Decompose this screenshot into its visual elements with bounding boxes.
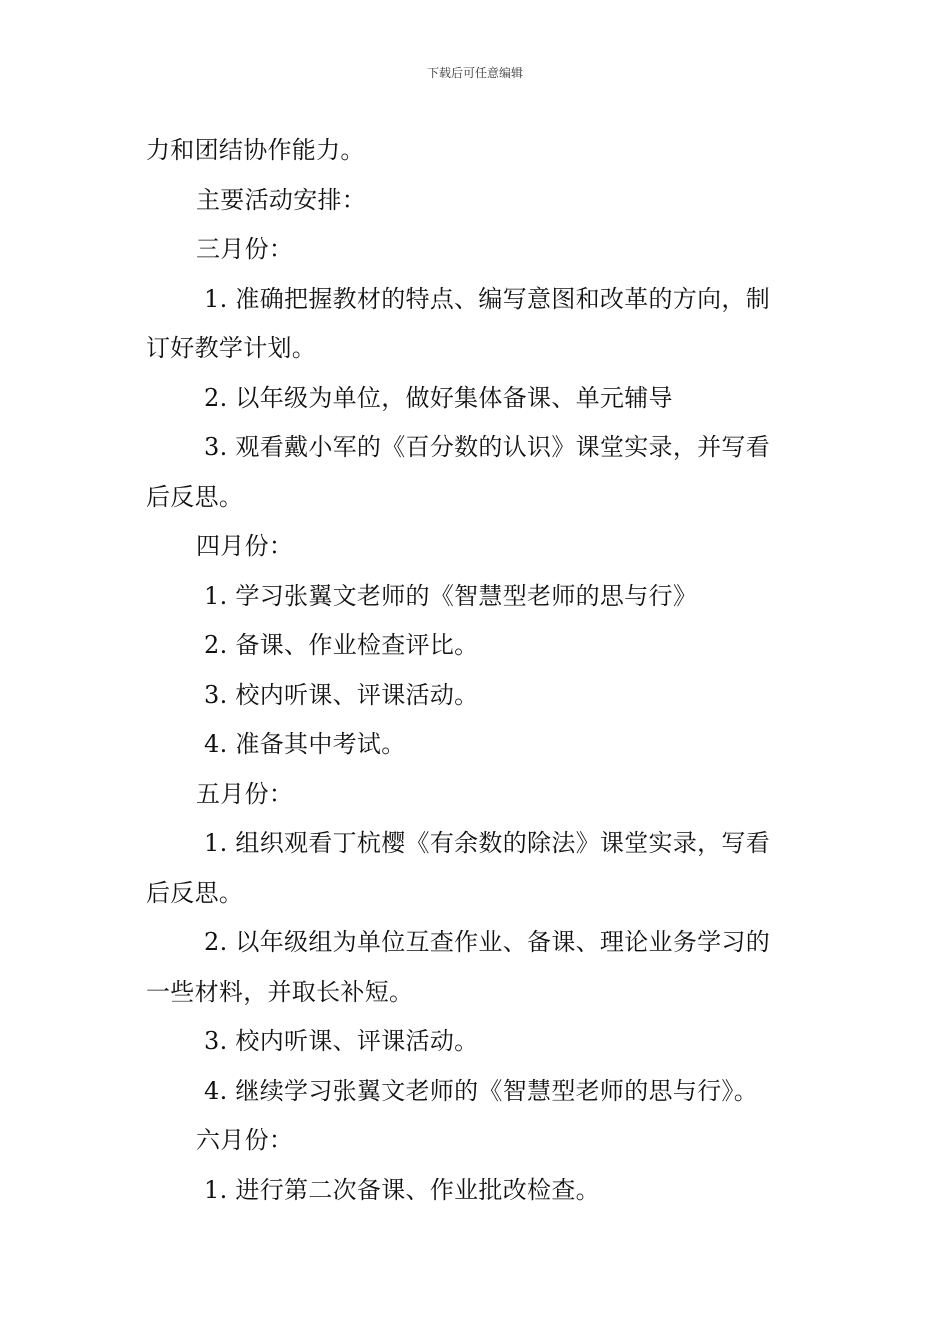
list-item: 1. 准确把握教材的特点、编写意图和改革的方向，制: [204, 284, 771, 313]
list-item: 4. 继续学习张翼文老师的《智慧型老师的思与行》。: [204, 1076, 759, 1105]
month-heading: 四月份：: [196, 532, 294, 560]
text-line: 订好教学计划。: [146, 334, 317, 362]
list-item: 2. 以年级组为单位互查作业、备课、理论业务学习的: [204, 928, 771, 956]
text-line: 一些材料，并取长补短。: [146, 977, 414, 1006]
section-heading: 主要活动安排：: [196, 185, 367, 214]
list-item: 1. 组织观看丁杭樱《有余数的除法》课堂实录，写看: [204, 829, 771, 857]
list-item: 1. 学习张翼文老师的《智慧型老师的思与行》: [204, 581, 698, 610]
text-line: 后反思。: [146, 878, 244, 907]
month-heading: 五月份：: [196, 779, 294, 808]
list-item: 2. 备课、作业检查评比。: [204, 631, 479, 659]
list-item: 3. 观看戴小军的《百分数的认识》课堂实录，并写看: [204, 433, 771, 461]
document-body: [146, 126, 808, 1215]
list-item: 3. 校内听课、评课活动。: [204, 1027, 479, 1055]
list-item: 2. 以年级为单位，做好集体备课、单元辅导: [204, 383, 673, 412]
month-heading: 三月份：: [196, 235, 294, 263]
list-item: 3. 校内听课、评课活动。: [204, 680, 479, 709]
text-line: 力和团结协作能力。: [146, 136, 365, 164]
page-header: 下载后可任意编辑: [426, 66, 523, 80]
list-item: 1. 进行第二次备课、作业批改检查。: [204, 1175, 600, 1204]
text-line: 后反思。: [146, 482, 244, 511]
list-item: 4. 准备其中考试。: [204, 730, 406, 758]
month-heading: 六月份：: [196, 1126, 294, 1154]
